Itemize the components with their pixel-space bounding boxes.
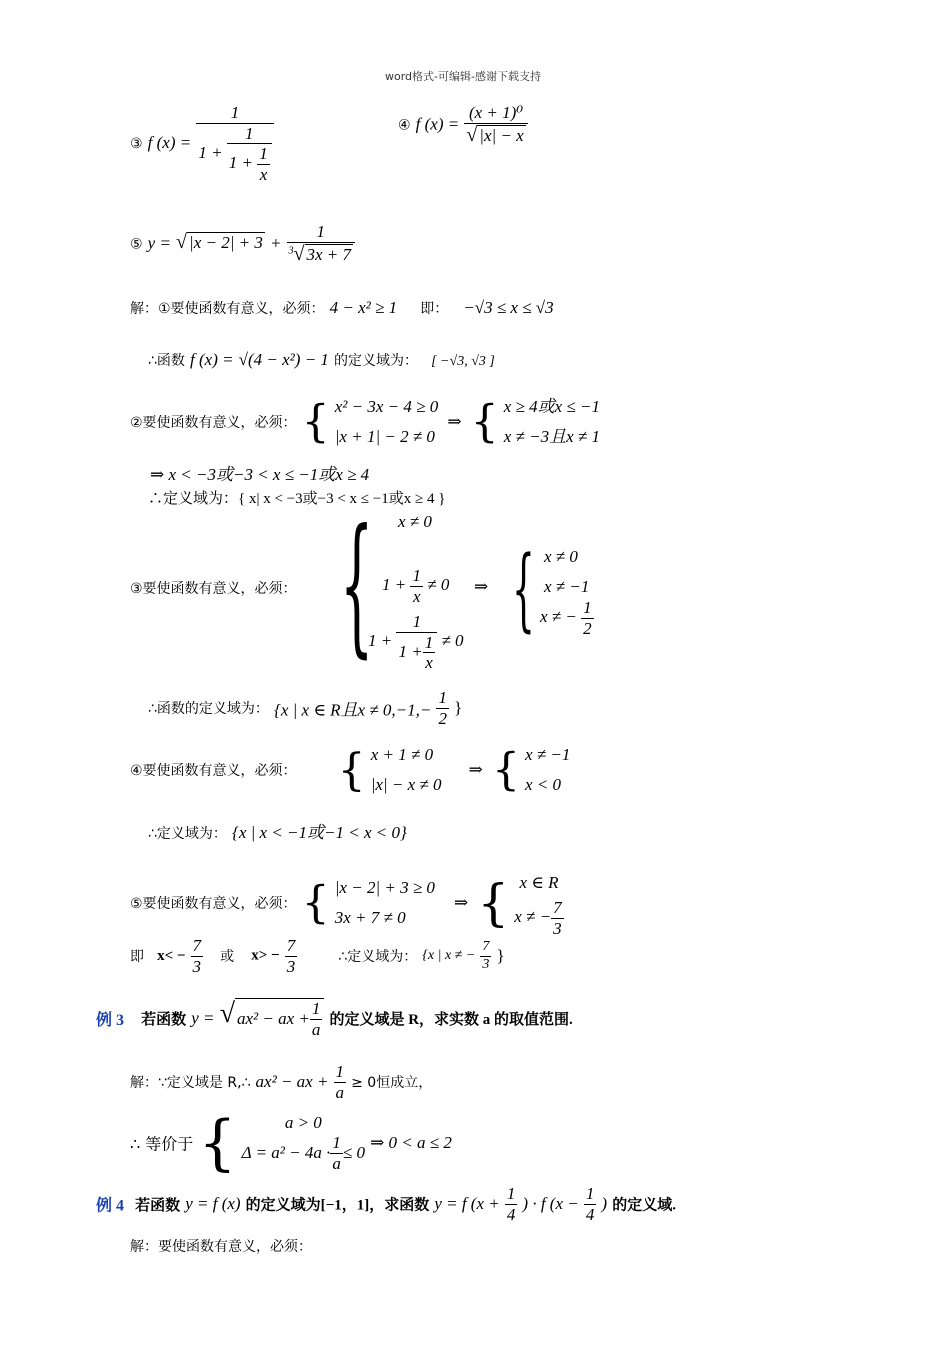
page-header: word格式-可编辑-感谢下载支持 xyxy=(385,70,541,83)
solution-4-system: ④要使函数有意义，必须： { x + 1 ≠ 0 |x| − x ≠ 0 ⇒ { x ≠ −1 x < 0 xyxy=(130,744,571,796)
example-4-solution: 解：要使函数有意义，必须： xyxy=(130,1239,312,1255)
example-3-solution: 解：∵定义域是 R,∴ ax² − ax + $\frac{1}{a}$ ≥ 0恒成立， xyxy=(130,1062,433,1102)
problem-5-label: ⑤ xyxy=(130,236,143,253)
problem-4-fraction: $\frac{\text{(x + 1)⁰}}{√ |x| - x}$ xyxy=(464,103,527,147)
example-3-question: 例 3 若函数 y = √ ax² − ax + $\frac{1}{a}$ 的定义域是 R，求实数 a 的取值范围. xyxy=(96,998,573,1039)
example-4-label: 例 4 xyxy=(96,1197,125,1215)
example-3-label: 例 3 xyxy=(96,1012,125,1030)
solution-3-right-brace: { xyxy=(512,537,535,642)
problem-3-fraction: 1 1 + 1 1 + $\frac{1}{x}$ xyxy=(196,103,273,184)
problem-5: ⑤ y = √ |x − 2| + 3 + $\frac{1}{^3√ 3x + 7}$ xyxy=(130,222,355,266)
problem-4-label: ④ xyxy=(398,117,411,134)
solution-3-cond-3: 1 + 1 1 + $\frac{1}{x}$ ≠ 0 xyxy=(368,612,464,673)
example-4-question: 例 4 若函数 y = f (x) 的定义域为[−1，1]，求函数 y = f (x + $\frac{1}{4}$ ) · f (x − $\frac{1}{4}$ ) 的定义域. xyxy=(96,1184,676,1224)
solution-3-domain: ∴函数的定义域为： {x | x ∈ R且x ≠ 0,−1,− $\frac{1}{2}$ } xyxy=(148,688,463,728)
example-3-equivalent: ∴ 等价于 { a > 0 Δ = a² − 4a · $\frac{1}{a}$ ≤ 0 ⇒ 0 < a ≤ 2 xyxy=(130,1108,452,1178)
solution-5-system: ⑤要使函数有意义，必须： { |x − 2| + 3 ≥ 0 3x + 7 ≠ 0 ⇒ { x ∈ R x ≠ − $\frac{7}{3}$ xyxy=(130,873,562,938)
problem-4: ④ f (x) = $\frac{\text{(x + 1)⁰}}{√ |x| - x}$ xyxy=(398,103,528,147)
solution-3-prefix: ③要使函数有意义，必须： xyxy=(130,581,297,597)
solution-5-domain: 即 x< − $\frac{7}{3}$ 或 x> − $\frac{7}{3}$ ∴定义域为： {x | x ≠ − $\frac{7}{3}$ } xyxy=(130,936,505,976)
problem-3-label: ③ xyxy=(130,136,143,153)
solution-3-left-brace: { xyxy=(340,498,374,672)
solution-2-domain: ∴定义域为：{ x| x < −3或−3 < x ≤ −1或x ≥ 4 } xyxy=(148,491,446,507)
solution-3-cond-2: 1 + $\frac{1}{x}$ ≠ 0 xyxy=(382,566,450,606)
solution-2-system: ②要使函数有意义，必须： { x² − 3x − 4 ≥ 0 |x + 1| − 2 ≠ 0 ⇒ { x ≥ 4或x ≤ −1 x ≠ −3且x ≠ 1 xyxy=(130,396,600,448)
solution-2-implication: ⇒ x < −3或−3 < x ≤ −1或x ≥ 4 xyxy=(150,465,370,484)
solution-1-domain: ∴函数 f (x) = √(4 − x²) − 1 的定义域为： [ −√3, √3 ] xyxy=(148,350,495,369)
problem-3: ③ f (x) = 1 1 + 1 1 + $\frac{1}{x}$ xyxy=(130,103,274,184)
solution-1-line: 解：①要使函数有意义，必须： 4 − x² ≥ 1 即： −√3 ≤ x ≤ √3 xyxy=(130,298,554,317)
solution-4-domain: ∴定义域为： {x | x < −1或−1 < x < 0} xyxy=(148,823,407,842)
